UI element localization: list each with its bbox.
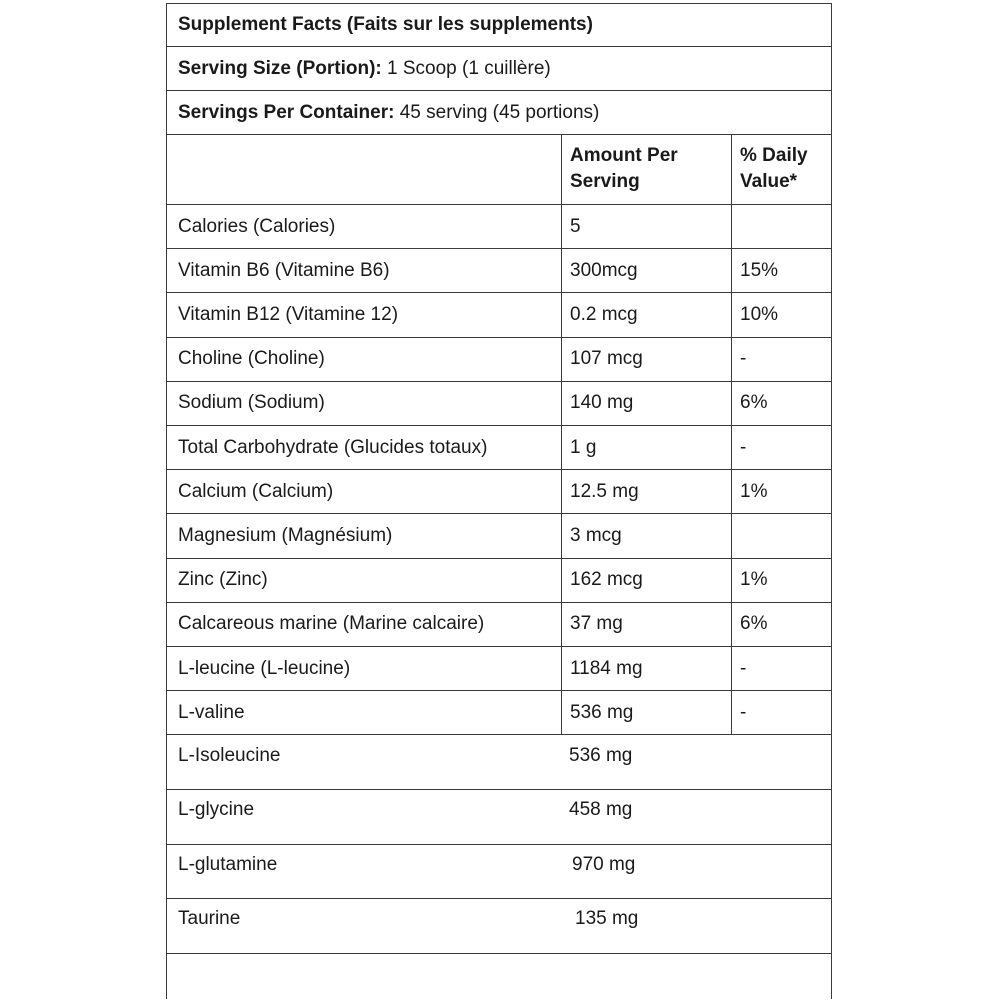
table-row	[166, 790, 832, 845]
servings-per-container-row	[166, 91, 832, 135]
servings-per-container	[178, 91, 599, 134]
table-row	[166, 470, 832, 514]
nutrient-amount: 0.2 mcg	[570, 303, 638, 325]
nutrient-daily-value: -	[740, 701, 747, 723]
nutrient-name: Vitamin B12 (Vitamine 12)	[178, 303, 399, 325]
table-row	[166, 249, 832, 293]
ingredient-amount: 536 mg	[569, 744, 633, 766]
nutrient-daily-value: -	[740, 657, 747, 679]
servings-per-container-value: 45 serving (45 portions)	[399, 101, 600, 123]
table-row	[166, 647, 832, 691]
nutrient-name: Sodium (Sodium)	[178, 392, 325, 414]
nutrient-name: Calories (Calories)	[178, 215, 336, 237]
ingredient-amount: 135 mg	[575, 908, 639, 929]
nutrient-name: L-leucine (L-leucine)	[178, 657, 351, 679]
nutrient-amount: 300mcg	[570, 259, 638, 281]
nutrient-amount: 536 mg	[570, 701, 634, 723]
nutrient-name: Vitamin B6 (Vitamine B6)	[178, 259, 390, 281]
table-row	[166, 426, 832, 470]
ingredient-name: Taurine	[178, 908, 241, 929]
nutrient-amount: 5	[570, 215, 581, 237]
nutrient-amount: 37 mg	[570, 613, 623, 635]
table-row	[166, 338, 832, 382]
nutrient-daily-value: -	[740, 436, 747, 458]
ingredient-amount: 458 mg	[569, 799, 633, 820]
daily-value-header: % Daily Value*	[740, 145, 808, 192]
nutrient-name: Calcareous marine (Marine calcaire)	[178, 613, 485, 635]
ingredient-name: L-Isoleucine	[178, 744, 281, 766]
nutrient-name: Calcium (Calcium)	[178, 480, 334, 502]
serving-size-row	[166, 47, 832, 91]
table-row	[166, 899, 832, 954]
table-title: Supplement Facts (Faits sur les supplements)	[178, 13, 593, 35]
nutrient-daily-value: 10%	[740, 303, 779, 325]
serving-size-value: 1 Scoop (1 cuillère)	[387, 57, 551, 79]
servings-per-container-label: Servings Per Container:	[178, 101, 395, 123]
serving-size	[178, 47, 551, 90]
ingredient-name: L-glutamine	[178, 853, 278, 875]
nutrient-name: Total Carbohydrate (Glucides totaux)	[178, 436, 488, 458]
nutrient-amount: 1 g	[570, 436, 597, 458]
amount-per-serving-header: Amount Per Serving	[570, 145, 678, 192]
nutrient-amount: 3 mcg	[570, 524, 622, 546]
nutrient-amount: 140 mg	[570, 392, 634, 414]
table-row	[166, 736, 832, 791]
table-row	[166, 205, 832, 249]
ingredient-amount: 970 mg	[572, 853, 636, 875]
table-row	[166, 603, 832, 647]
nutrient-daily-value: 6%	[740, 392, 768, 414]
serving-size-label: Serving Size (Portion):	[178, 57, 382, 79]
column-header-row	[166, 135, 832, 205]
table-row	[166, 293, 832, 337]
nutrient-daily-value: 6%	[740, 613, 768, 635]
nutrient-daily-value: 15%	[740, 259, 779, 281]
nutrient-daily-value: -	[740, 348, 747, 370]
nutrient-daily-value: 1%	[740, 480, 768, 502]
table-row	[166, 382, 832, 426]
table-row	[166, 691, 832, 735]
nutrient-name: Choline (Choline)	[178, 348, 325, 370]
table-row	[166, 845, 832, 900]
nutrient-amount: 162 mcg	[570, 569, 643, 591]
nutrient-amount: 1184 mg	[570, 657, 643, 679]
nutrient-amount: 12.5 mg	[570, 480, 639, 502]
title-row	[166, 3, 832, 47]
empty-footer-row	[166, 953, 832, 1000]
nutrient-name: Magnesium (Magnésium)	[178, 524, 393, 546]
table-row	[166, 514, 832, 558]
table-row	[166, 559, 832, 603]
nutrient-name: L-valine	[178, 701, 245, 723]
nutrient-daily-value: 1%	[740, 569, 768, 591]
nutrient-amount: 107 mcg	[570, 348, 643, 370]
nutrient-name: Zinc (Zinc)	[178, 569, 268, 591]
ingredient-name: L-glycine	[178, 799, 255, 820]
